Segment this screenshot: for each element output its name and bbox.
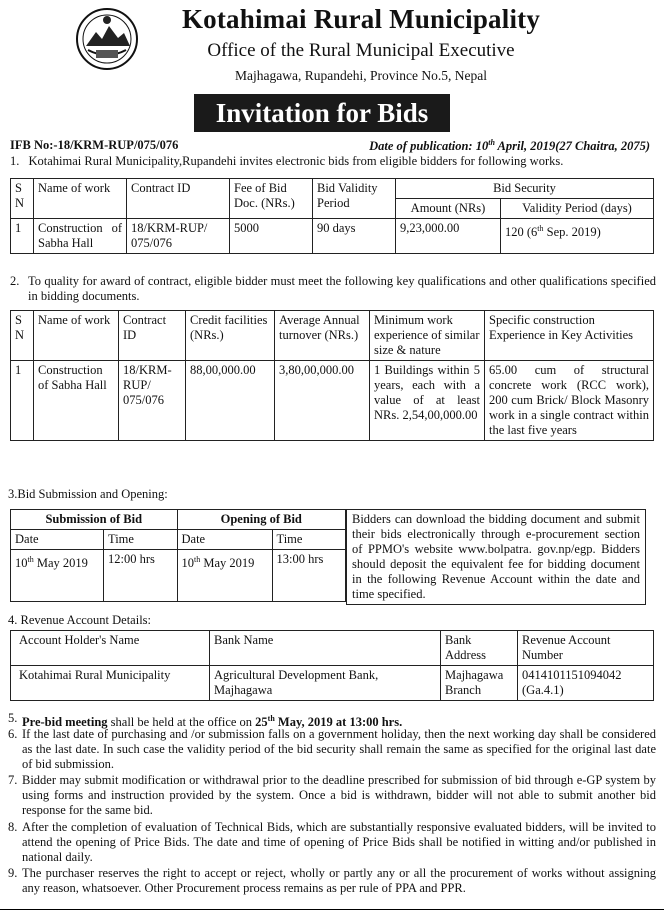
col-validity-period: Validity Period (days) — [501, 199, 654, 219]
col-name-of-work: Name of work — [34, 311, 119, 361]
col-sn: S N — [11, 311, 34, 361]
qualifications-table — [10, 310, 654, 441]
revenue-account-table: Account Holder's Name Bank Name Bank Address Revenue Account Number Kotahimai Rural Municipality Agricultural Development Bank, Majhagawa Majhagawa Branch 0414101151094042 (Ga.4.1) — [10, 630, 654, 701]
submission-header: Submission of Bid — [11, 510, 178, 530]
notice-banner: Invitation for Bids — [194, 94, 450, 132]
col-name-of-work: Name of work — [34, 179, 127, 219]
col-turnover: Average Annual turnover (NRs.) — [275, 311, 370, 361]
col-contract-id: Contract ID — [127, 179, 230, 219]
clause-9: 9. The purchaser reserves the right to accept or reject, wholly or partly any or all the procurement of works without assigning any reason, whatsoever. Other Procurement process remains as per rule of PPA and PPR. — [8, 866, 656, 895]
submission-time: 12:00 hrs — [104, 550, 178, 602]
table-row: 1 Construction of Sabha Hall 18/KRM-RUP/ 075/076 5000 90 days 9,23,000.00 120 (6th Sep. 2019) — [11, 219, 654, 254]
col-amount: Amount (NRs) — [396, 199, 501, 219]
submission-date: 10th May 2019 — [11, 550, 104, 602]
clause-7: 7. Bidder may submit modification or withdrawal prior to the deadline prescribed for submission of bid through e-GP system by using forms and instruction provided by the system. Once a bid is withdrawn, bidder will not able to submit another bid response for the same bid. — [8, 773, 656, 817]
section-4-title: 4. Revenue Account Details: — [8, 613, 152, 627]
table-row: 1 Construction of Sabha Hall 18/KRM-RUP/ 075/076 88,00,000.00 3,80,00,000.00 1 Buildings within 5 years, each with a value of at least NRs. 2,54,00,000.00 65.00 cum of structural concrete work (RCC work), 200 cum Brick/ Block Masonry work in a single contract within the last five years — [11, 361, 654, 441]
col-fee: Fee of Bid Doc. (NRs.) — [230, 179, 313, 219]
col-contract-id: Contract ID — [119, 311, 186, 361]
col-validity: Bid Validity Period — [313, 179, 396, 219]
col-bid-security: Bid Security — [396, 179, 654, 199]
submission-opening-table: Submission of Bid Opening of Bid Date Time Date Time 10th May 2019 12:00 hrs 10th May 2019 13:00 hrs — [10, 509, 346, 602]
col-specific-experience: Specific construction Experience in Key Activities — [485, 311, 654, 361]
table-row: Kotahimai Rural Municipality Agricultural Development Bank, Majhagawa Majhagawa Branch 0414101151094042 (Ga.4.1) — [11, 666, 654, 701]
works-table — [10, 178, 654, 254]
publication-date: Date of publication: 10th April, 2019(27 Chaitra, 2075) — [369, 138, 650, 154]
municipality-title: Kotahimai Rural Municipality — [181, 4, 541, 34]
clause-5: 5. Pre-bid meeting shall be held at the office on 25th May, 2019 at 13:00 hrs. — [8, 711, 403, 730]
col-credit-facilities: Credit facilities (NRs.) — [186, 311, 275, 361]
opening-header: Opening of Bid — [177, 510, 346, 530]
header — [8, 0, 656, 90]
col-sn: S N — [11, 179, 34, 219]
office-subtitle: Office of the Rural Municipal Executive — [207, 40, 515, 61]
opening-time: 13:00 hrs — [272, 550, 346, 602]
section-2: 2. To quality for award of contract, eligible bidder must meet the following key qualifications and other qualifications specified in bidding documents. — [10, 274, 656, 303]
ifb-number: IFB No:-18/KRM-RUP/075/076 — [10, 138, 179, 152]
clause-6: 6. If the last date of purchasing and /or submission falls on a government holiday, then the next working day shall be considered as the last date. In such case the validity period of the bid security shall remain the same as specified for the original last date of bid submission. — [8, 727, 656, 771]
section-3-title: 3.Bid Submission and Opening: — [8, 487, 168, 501]
section-1: 1. Kotahimai Rural Municipality,Rupandehi invites electronic bids from eligible bidders for following works. — [10, 154, 564, 168]
clause-8: 8. After the completion of evaluation of Technical Bids, which are substantially responsive evaluated bidders, will be invited to attend the opening of Price Bids. The date and time of opening of Price Bids shall be notified in witting and/or published in national daily. — [8, 820, 656, 864]
opening-date: 10th May 2019 — [177, 550, 272, 602]
col-experience: Minimum work experience of similar size & nature — [370, 311, 485, 361]
office-address: Majhagawa, Rupandehi, Province No.5, Nepal — [235, 68, 487, 83]
download-note: Bidders can download the bidding document and submit their bids electronically through e-procurement section of PPMO's website www.bolpatra. gov.np/egp. Bidders should deposit the equivalent fee for bidding document in the following Revenue Account within the date and time specified. — [346, 509, 646, 605]
